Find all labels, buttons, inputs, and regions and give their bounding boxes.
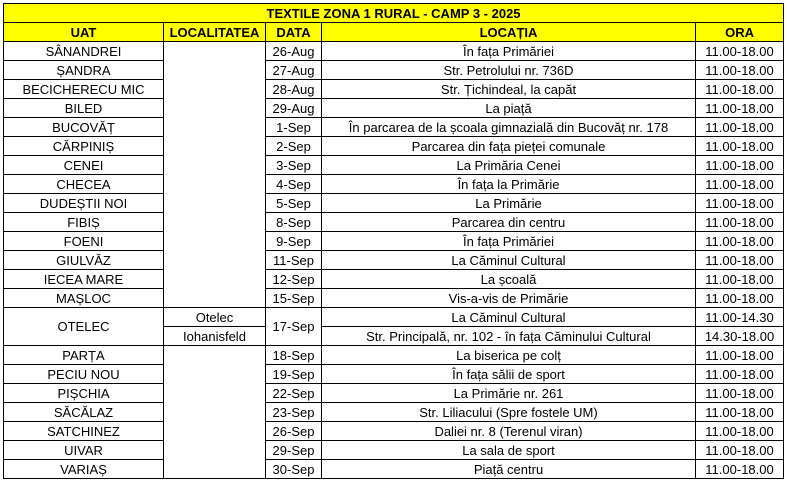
cell-data: 8-Sep [266,213,322,232]
cell-locatia: La școală [322,270,696,289]
cell-locatia: La Primăria Cenei [322,156,696,175]
cell-uat: CHECEA [4,175,164,194]
cell-localitatea: Otelec [164,308,266,327]
cell-data: 23-Sep [266,403,322,422]
cell-locatia: În fața Primăriei [322,42,696,61]
cell-ora: 11.00-18.00 [696,403,784,422]
table-row [4,289,784,308]
header-row [4,23,784,42]
title-row [4,4,784,23]
cell-data: 1-Sep [266,118,322,137]
table-row [4,270,784,289]
cell-data: 29-Aug [266,99,322,118]
cell-locatia: La Primărie [322,194,696,213]
cell-data: 19-Sep [266,365,322,384]
cell-ora: 11.00-18.00 [696,422,784,441]
table-row-otelec [4,308,784,327]
table-row [4,422,784,441]
cell-data: 15-Sep [266,289,322,308]
table-title: TEXTILE ZONA 1 RURAL - CAMP 3 - 2025 [4,4,784,23]
cell-data: 12-Sep [266,270,322,289]
cell-ora: 11.00-18.00 [696,460,784,479]
cell-uat: VARIAȘ [4,460,164,479]
table-row [4,441,784,460]
header-locatia: LOCAȚIA [322,23,696,42]
table-row [4,137,784,156]
cell-data: 9-Sep [266,232,322,251]
table-row [4,403,784,422]
cell-locatia: Daliei nr. 8 (Terenul viran) [322,422,696,441]
cell-data: 5-Sep [266,194,322,213]
cell-ora: 11.00-18.00 [696,80,784,99]
table-row [4,156,784,175]
cell-data: 28-Aug [266,80,322,99]
cell-locatia: Piață centru [322,460,696,479]
cell-locatia: La Primărie nr. 261 [322,384,696,403]
cell-uat: PARȚA [4,346,164,365]
cell-ora: 11.00-18.00 [696,175,784,194]
table-row [4,42,784,61]
cell-uat: BILED [4,99,164,118]
cell-locatia: Str. Țichindeal, la capăt [322,80,696,99]
table-row [4,460,784,479]
cell-locatia: În fața la Primărie [322,175,696,194]
cell-ora: 11.00-14.30 [696,308,784,327]
cell-uat: PIȘCHIA [4,384,164,403]
table-row [4,213,784,232]
cell-uat: IECEA MARE [4,270,164,289]
cell-data: 17-Sep [266,308,322,346]
cell-data: 4-Sep [266,175,322,194]
table-row [4,384,784,403]
cell-data: 2-Sep [266,137,322,156]
cell-ora: 11.00-18.00 [696,232,784,251]
header-ora: ORA [696,23,784,42]
cell-ora: 11.00-18.00 [696,270,784,289]
table-row [4,99,784,118]
cell-ora: 11.00-18.00 [696,346,784,365]
cell-ora: 11.00-18.00 [696,213,784,232]
cell-data: 22-Sep [266,384,322,403]
cell-localitatea: Iohanisfeld [164,327,266,346]
cell-locatia: Parcarea din centru [322,213,696,232]
header-localitatea: LOCALITATEA [164,23,266,42]
cell-uat: MAȘLOC [4,289,164,308]
cell-locatia: La Căminul Cultural [322,308,696,327]
cell-uat: SATCHINEZ [4,422,164,441]
cell-uat: CENEI [4,156,164,175]
cell-uat: BUCOVĂȚ [4,118,164,137]
cell-uat: CĂRPINIȘ [4,137,164,156]
cell-ora: 14.30-18.00 [696,327,784,346]
cell-uat: ȘANDRA [4,61,164,80]
cell-uat: UIVAR [4,441,164,460]
cell-ora: 11.00-18.00 [696,384,784,403]
cell-locatia: La sala de sport [322,441,696,460]
cell-ora: 11.00-18.00 [696,99,784,118]
cell-locatia: Str. Petrolului nr. 736D [322,61,696,80]
cell-uat: FIBIȘ [4,213,164,232]
cell-locatia: În fața sălii de sport [322,365,696,384]
table-row [4,365,784,384]
cell-uat: GIULVĂZ [4,251,164,270]
cell-locatia: Str. Principală, nr. 102 - în fața Căminului Cultural [322,327,696,346]
cell-data: 30-Sep [266,460,322,479]
cell-uat: SÂNANDREI [4,42,164,61]
cell-uat: OTELEC [4,308,164,346]
cell-localitatea-empty [164,42,266,308]
table-row [4,251,784,270]
cell-locatia: În parcarea de la școala gimnazială din Bucovăț nr. 178 [322,118,696,137]
cell-locatia: La biserica pe colț [322,346,696,365]
cell-uat: SĂCĂLAZ [4,403,164,422]
cell-ora: 11.00-18.00 [696,118,784,137]
cell-ora: 11.00-18.00 [696,137,784,156]
cell-localitatea-empty [164,346,266,479]
cell-locatia: La piață [322,99,696,118]
cell-uat: BECICHERECU MIC [4,80,164,99]
table-row [4,232,784,251]
cell-data: 27-Aug [266,61,322,80]
cell-ora: 11.00-18.00 [696,441,784,460]
cell-data: 18-Sep [266,346,322,365]
schedule-body [4,42,784,479]
cell-data: 3-Sep [266,156,322,175]
header-data: DATA [266,23,322,42]
cell-data: 26-Aug [266,42,322,61]
cell-uat: PECIU NOU [4,365,164,384]
cell-ora: 11.00-18.00 [696,42,784,61]
header-uat: UAT [4,23,164,42]
cell-locatia: În fața Primăriei [322,232,696,251]
table-row [4,61,784,80]
cell-ora: 11.00-18.00 [696,251,784,270]
table-row [4,346,784,365]
cell-ora: 11.00-18.00 [696,61,784,80]
cell-data: 11-Sep [266,251,322,270]
cell-ora: 11.00-18.00 [696,365,784,384]
cell-data: 26-Sep [266,422,322,441]
cell-locatia: Str. Liliacului (Spre fostele UM) [322,403,696,422]
cell-uat: FOENI [4,232,164,251]
cell-data: 29-Sep [266,441,322,460]
cell-ora: 11.00-18.00 [696,194,784,213]
cell-locatia: Vis-a-vis de Primărie [322,289,696,308]
table-row [4,80,784,99]
cell-ora: 11.00-18.00 [696,289,784,308]
table-row [4,175,784,194]
cell-locatia: La Căminul Cultural [322,251,696,270]
cell-locatia: Parcarea din fața pieței comunale [322,137,696,156]
cell-uat: DUDEȘTII NOI [4,194,164,213]
cell-ora: 11.00-18.00 [696,156,784,175]
table-row [4,194,784,213]
table-row [4,118,784,137]
schedule-table [3,3,784,479]
